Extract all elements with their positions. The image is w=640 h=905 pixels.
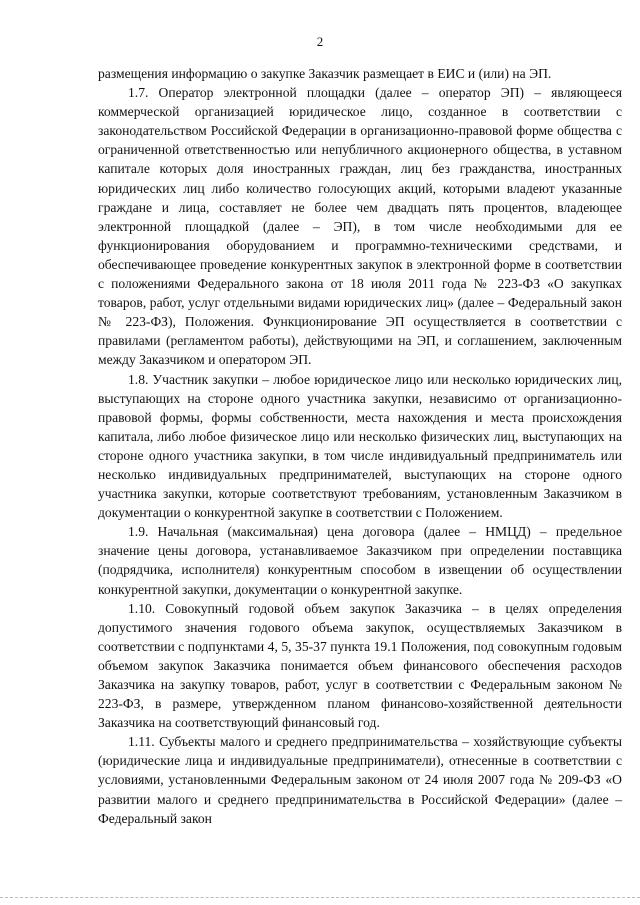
- paragraph-1-9: 1.9. Начальная (максимальная) цена договора (далее – НМЦД) – предельное значение цены договора, устанавливаемое Заказчиком при определении поставщика (подрядчика, исполнителя) конкурентным способом в извещении об осуществлении конкурентной закупки, документации о конкурентной закупке.: [98, 524, 622, 597]
- scan-edge-divider: [0, 897, 640, 898]
- paragraph-1-10: 1.10. Совокупный годовой объем закупок Заказчика – в целях определения допустимого значения годового объема закупок, осуществляемых Заказчиком в соответствии с подпунктами 4, 5, 35-37 пункта 19.1 Положения, под совокупным годовым объемом закупок Заказчика понимается объем финансового обеспечения расходов Заказчика на закупку товаров, работ, услуг в соответствии с Федеральным законом № 223-ФЗ, в размере, утвержденном планом финансово-хозяйственной деятельности Заказчика на соответствующий финансовый год.: [98, 600, 622, 731]
- paragraph-1-11: 1.11. Субъекты малого и среднего предпринимательства – хозяйствующие субъекты (юридические лица и индивидуальные предприниматели), отнесенные в соответствии с условиями, установленными Федеральным законом от 24 июля 2007 года № 209-ФЗ «О развитии малого и среднего предпринимательства в Российской Федерации» (далее – Федеральный закон: [98, 734, 622, 826]
- paragraph-continuation: размещения информацию о закупке Заказчик размещает в ЕИС и (или) на ЭП.: [98, 66, 552, 81]
- paragraph-1-7: 1.7. Оператор электронной площадки (далее – оператор ЭП) – являющееся коммерческой организацией юридическое лицо, созданное в соответствии с законодательством Российской Федерации в организационно-правовой форме общества с ограниченной ответственностью или непубличного акционерного общества, в уставном капитале которых доля иностранных граждан, лиц без гражданства, иностранных юридических лиц либо количество голосующих акций, которыми владеют указанные граждане и лица, составляет не более чем двадцать пять процентов, владеющее электронной площадкой (далее – ЭП), в том числе необходимыми для ее функционирования оборудованием и программно-техническими средствами, и обеспечивающее проведение конкурентных закупок в электронной форме в соответствии с положениями Федерального закона от 18 июля 2011 года № 223-ФЗ «О закупках товаров, работ, услуг отдельными видами юридических лиц» (далее – Федеральный закон № 223-ФЗ), Положения. Функционирование ЭП осуществляется в соответствии с правилами (регламентом работы), действующими на ЭП, и соглашением, заключенным между Заказчиком и оператором ЭП.: [98, 85, 622, 368]
- page-number: 2: [316, 34, 324, 49]
- document-body: [98, 64, 622, 828]
- paragraph-1-8: 1.8. Участник закупки – любое юридическое лицо или несколько юридических лиц, выступающих на стороне одного участника закупки, независимо от организационно-правовой формы, формы собственности, места нахождения и места происхождения капитала, либо любое физическое лицо или несколько физических лиц, выступающих на стороне одного участника закупки, в том числе индивидуальный предприниматель или несколько индивидуальных предпринимателей, выступающих на стороне одного участника закупки, которые соответствуют требованиям, установленным Заказчиком в документации о конкурентной закупке в соответствии с Положением.: [98, 371, 622, 521]
